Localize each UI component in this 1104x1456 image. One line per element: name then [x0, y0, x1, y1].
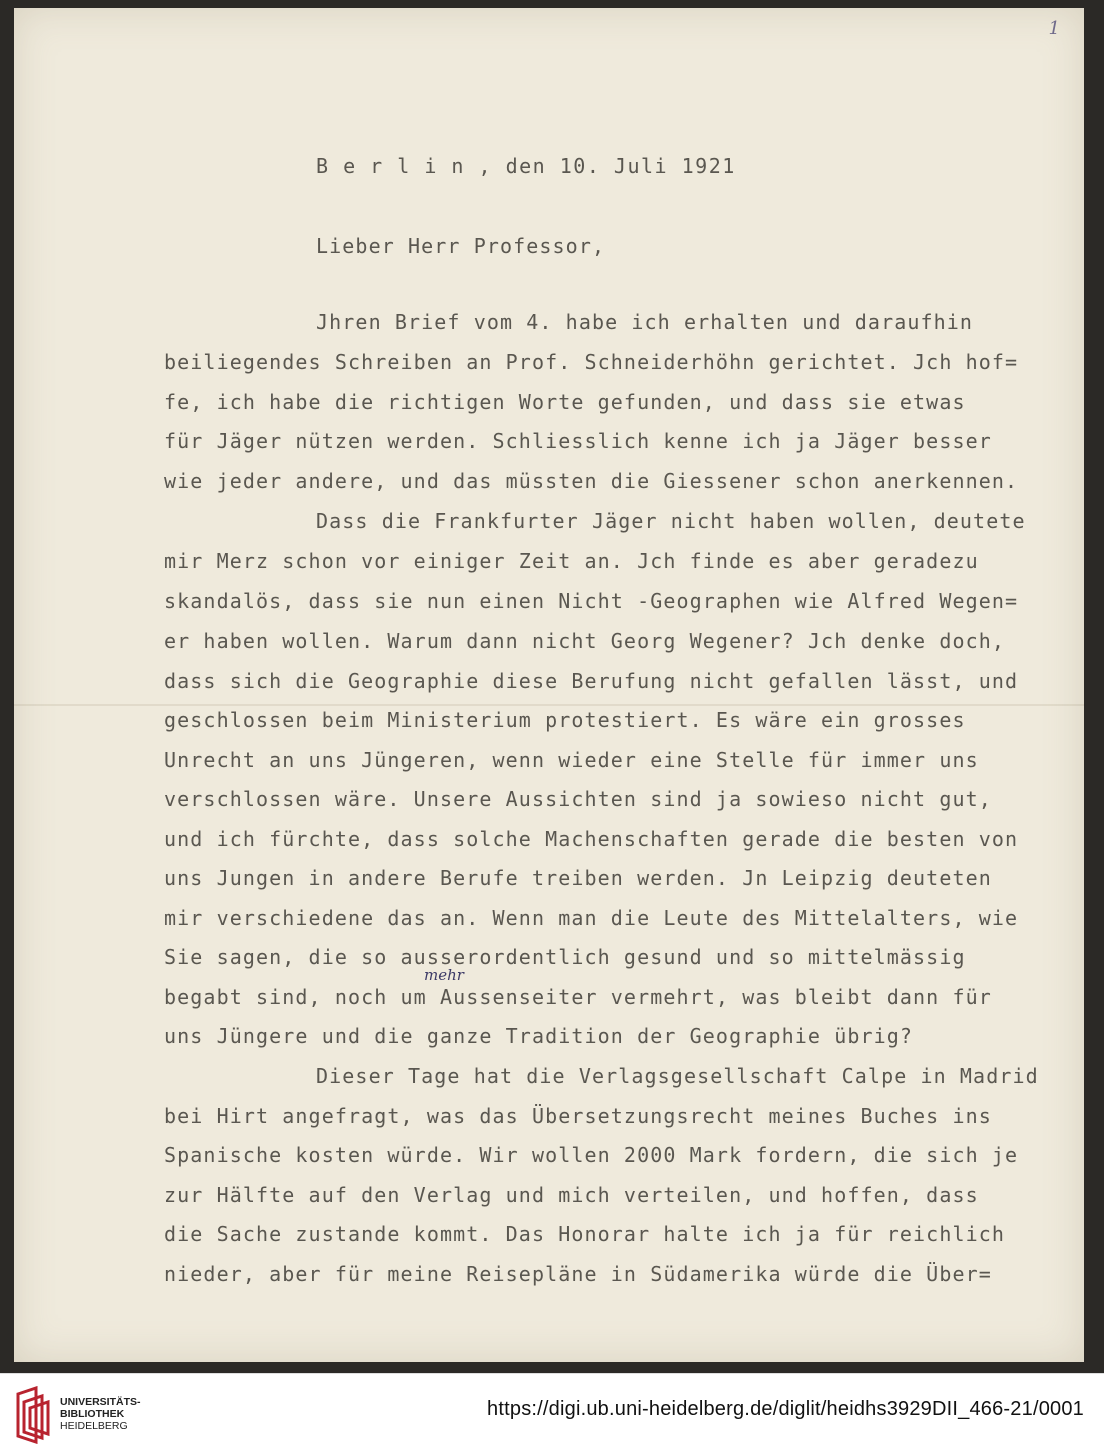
handwritten-insertion: mehr: [424, 966, 464, 984]
page-fold: [14, 704, 1084, 706]
body-line: wie jeder andere, und das müssten die Giessener schon anerkennen.: [164, 469, 1019, 493]
body-line: bei Hirt angefragt, was das Übersetzungsrecht meines Buches ins: [164, 1104, 992, 1128]
body-line: verschlossen wäre. Unsere Aussichten sind ja sowieso nicht gut,: [164, 787, 992, 811]
library-logo-icon: [14, 1386, 52, 1444]
body-line: skandalös, dass sie nun einen Nicht -Geographen wie Alfred Wegen=: [164, 589, 1019, 613]
body-line: fe, ich habe die richtigen Worte gefunden, und dass sie etwas: [164, 390, 966, 414]
viewer-footer: [0, 1373, 1104, 1456]
body-line: mir verschiedene das an. Wenn man die Leute des Mittelalters, wie: [164, 906, 1019, 930]
body-line: mir Merz schon vor einiger Zeit an. Jch finde es aber geradezu: [164, 549, 979, 573]
body-line: uns Jungen in andere Berufe treiben werden. Jn Leipzig deuteten: [164, 866, 992, 890]
body-line: Sie sagen, die so ausserordentlich gesund und so mittelmässig: [164, 945, 966, 969]
body-line: beiliegendes Schreiben an Prof. Schneiderhöhn gerichtet. Jch hof=: [164, 350, 1019, 374]
body-line: für Jäger nützen werden. Schliesslich kenne ich ja Jäger besser: [164, 429, 992, 453]
body-line: Dass die Frankfurter Jäger nicht haben wollen, deutete: [316, 509, 1026, 533]
body-line: geschlossen beim Ministerium protestiert. Es wäre ein grosses: [164, 708, 966, 732]
document-url-link[interactable]: https://digi.ub.uni-heidelberg.de/diglit/heidhs3929DII_466-21/0001: [487, 1398, 1084, 1420]
library-name: UNIVERSITÄTS- BIBLIOTHEK HEIDELBERG: [60, 1396, 141, 1432]
date-line: B e r l i n , den 10. Juli 1921: [316, 154, 736, 178]
body-line: und ich fürchte, dass solche Machenschaften gerade die besten von: [164, 827, 1019, 851]
body-line: nieder, aber für meine Reisepläne in Südamerika würde die Über=: [164, 1262, 992, 1286]
body-line: er haben wollen. Warum dann nicht Georg Wegener? Jch denke doch,: [164, 629, 1006, 653]
body-line: Dieser Tage hat die Verlagsgesellschaft Calpe in Madrid: [316, 1064, 1039, 1088]
body-line: zur Hälfte auf den Verlag und mich verteilen, und hoffen, dass: [164, 1183, 979, 1207]
body-line: Unrecht an uns Jüngeren, wenn wieder eine Stelle für immer uns: [164, 748, 979, 772]
letter-page: [14, 8, 1084, 1362]
body-line: Jhren Brief vom 4. habe ich erhalten und daraufhin: [316, 310, 974, 334]
body-line: uns Jüngere und die ganze Tradition der Geographie übrig?: [164, 1024, 914, 1048]
body-line: begabt sind, noch um Aussenseiter vermehrt, was bleibt dann für: [164, 985, 992, 1009]
body-line: dass sich die Geographie diese Berufung nicht gefallen lässt, und: [164, 669, 1019, 693]
body-line: die Sache zustande kommt. Das Honorar halte ich ja für reichlich: [164, 1222, 1006, 1246]
salutation: Lieber Herr Professor,: [316, 234, 606, 258]
body-line: Spanische kosten würde. Wir wollen 2000 Mark fordern, die sich je: [164, 1143, 1019, 1167]
page-number: 1: [1048, 18, 1060, 39]
